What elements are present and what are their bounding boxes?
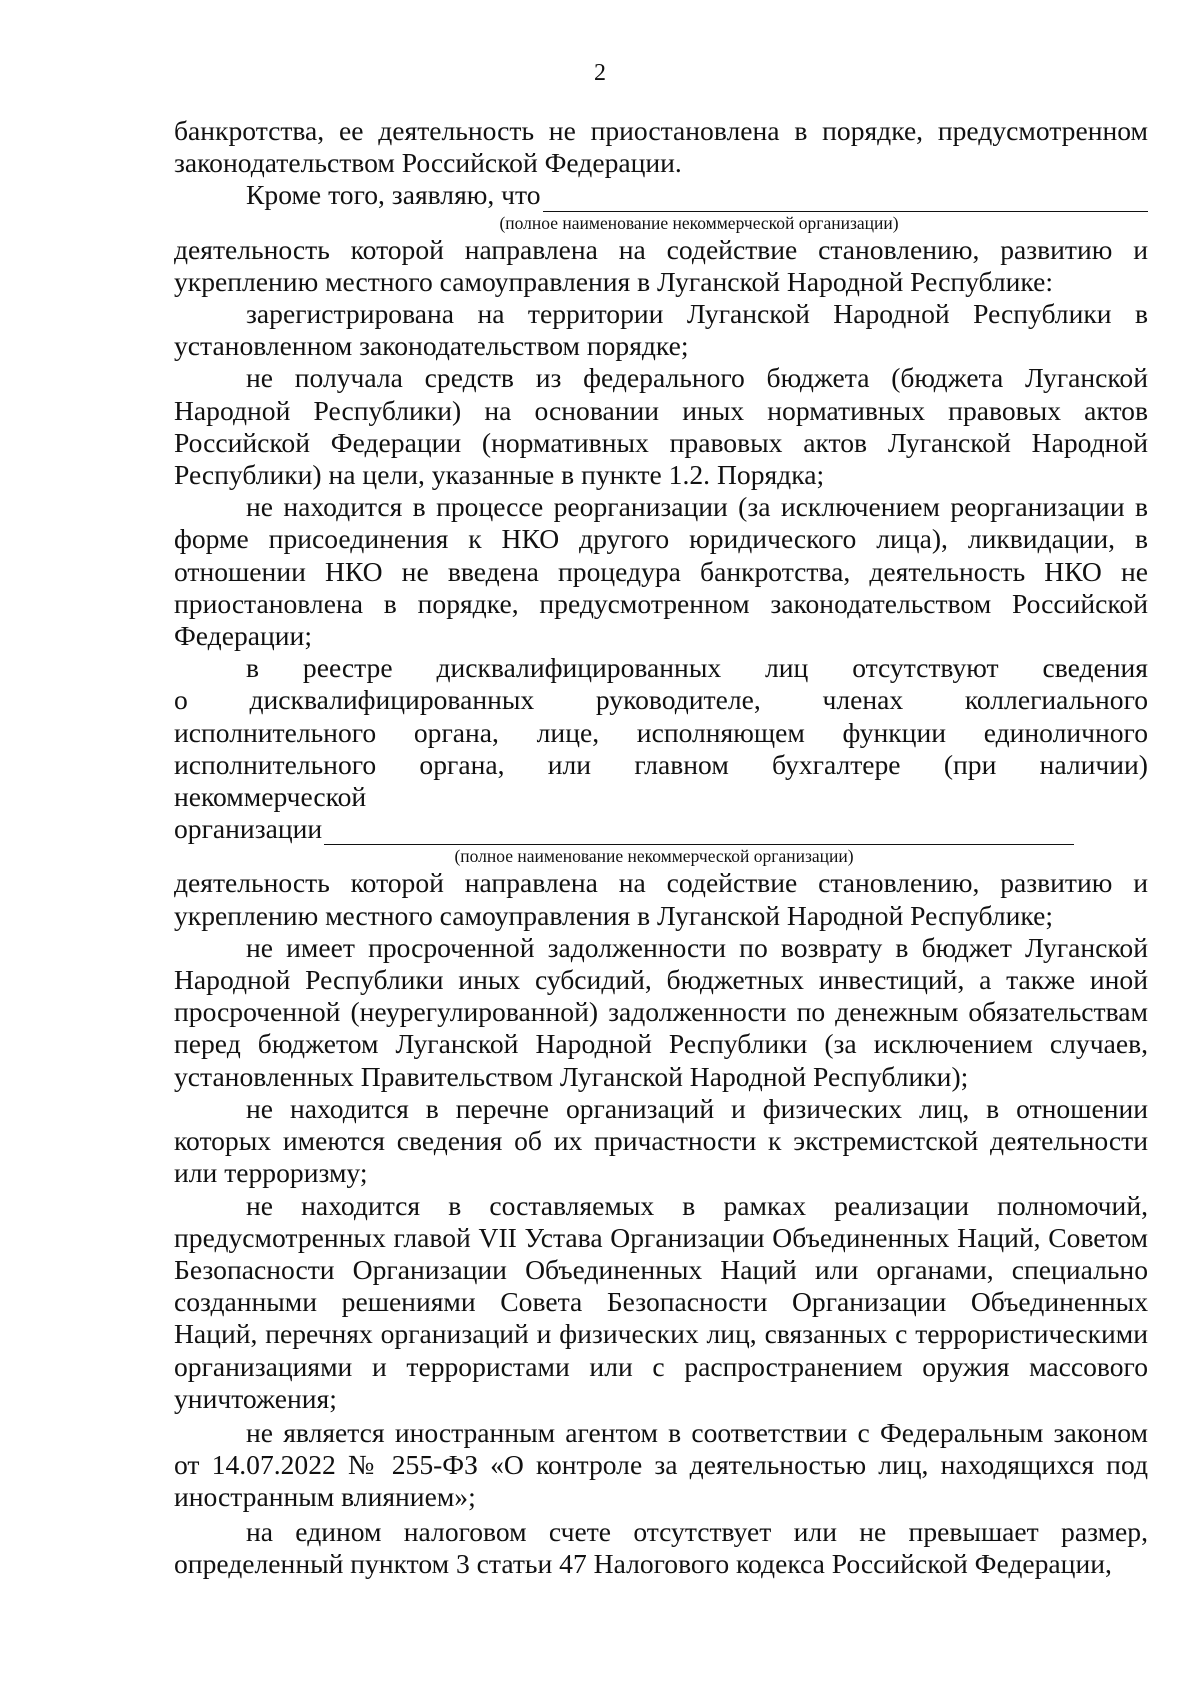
registry-line-4: исполнительного органа, или главном бухгалтере (при наличии) — [174, 748, 1148, 780]
paragraph-activity-purpose-2: деятельность которой направлена на содействие становлению, развитию и укреплению местного самоуправления в Луганской Народной Республике; — [174, 867, 1148, 931]
organization-name-caption-2: (полное наименование некоммерческой организации) — [454, 846, 854, 867]
paragraph-not-foreign-agent: не является иностранным агентом в соответствии с Федеральным законом от 14.07.2022 № 255-ФЗ «О контроле за деятельностью лиц, находящихся под иностранным влиянием»; — [174, 1416, 1148, 1513]
organization-name-blank-1[interactable] — [543, 185, 1148, 212]
paragraph-no-reorganization: не находится в процессе реорганизации (за исключением реорганизации в форме присоединения к НКО другого юридического лица), ликвидации, в отношении НКО не введена процедура банкротства, деятельность НКО не приостановлена в порядке, предусмотренном законодательством Российской Федерации; — [174, 491, 1148, 652]
registry-line-5: некоммерческой — [174, 781, 367, 813]
paragraph-no-federal-funds: не получала средств из федерального бюджета (бюджета Луганской Народной Республики) на основании иных нормативных правовых актов Российской Федерации (нормативных правовых актов Луганской Народной Республики) на цели, указанные в пункте 1.2. Порядка; — [174, 362, 1148, 491]
paragraph-tax-account: на едином налоговом счете отсутствует или не превышает размер, определенный пунктом 3 статьи 47 Налогового кодекса Российской Федерации, — [174, 1515, 1148, 1579]
paragraph-no-extremism: не находится в перечне организаций и физических лиц, в отношении которых имеются сведения об их причастности к экстремистской деятельности или терроризму; — [174, 1092, 1148, 1189]
organization-name-fill-line-2 — [174, 813, 1074, 845]
paragraph-un-sanctions: не находится в составляемых в рамках реализации полномочий, предусмотренных главой VII Устава Организации Объединенных Наций, Советом Безопасности Организации Объединенных Наций или органами, специально созданными решениями Совета Безопасности Организации Объединенных Наций, перечнях организаций и физических лиц, связанных с террористическими организациями и террористами или с распространением оружия массового уничтожения; — [174, 1189, 1148, 1414]
organization-name-fill-line-1 — [174, 179, 1148, 211]
paragraph-bankruptcy-continuation: банкротства, ее деятельность не приостановлена в порядке, предусмотренном законодательством Российской Федерации. — [174, 115, 1148, 179]
organization-name-blank-2[interactable] — [324, 818, 1074, 845]
paragraph-disqualified-registry — [174, 652, 1148, 845]
paragraph-activity-purpose-1: деятельность которой направлена на содействие становлению, развитию и укреплению местного самоуправления в Луганской Народной Республике: — [174, 233, 1148, 297]
document-body — [174, 115, 1148, 1580]
organization-name-caption-1: (полное наименование некоммерческой организации) — [499, 212, 899, 233]
page-number: 2 — [594, 60, 606, 86]
registry-line-3: исполнительного органа, лице, исполняющем функции единоличного — [174, 716, 1148, 748]
registry-line-1: в реестре дисквалифицированных лиц отсутствуют сведения — [246, 652, 1148, 684]
registry-line-2: о дисквалифицированных руководителе, членах коллегиального — [174, 684, 1148, 716]
paragraph-no-overdue-debt: не имеет просроченной задолженности по возврату в бюджет Луганской Народной Республики иных субсидий, бюджетных инвестиций, а также иной просроченной (неурегулированной) задолженности по денежным обязательствам перед бюджетом Луганской Народной Республики (за исключением случаев, установленных Правительством Луганской Народной Республики); — [174, 931, 1148, 1092]
registry-line-6: организации — [174, 813, 323, 845]
declaration-lead-text: Кроме того, заявляю, что — [246, 179, 541, 211]
paragraph-registered: зарегистрирована на территории Луганской Народной Республики в установленном законодательством порядке; — [174, 298, 1148, 362]
